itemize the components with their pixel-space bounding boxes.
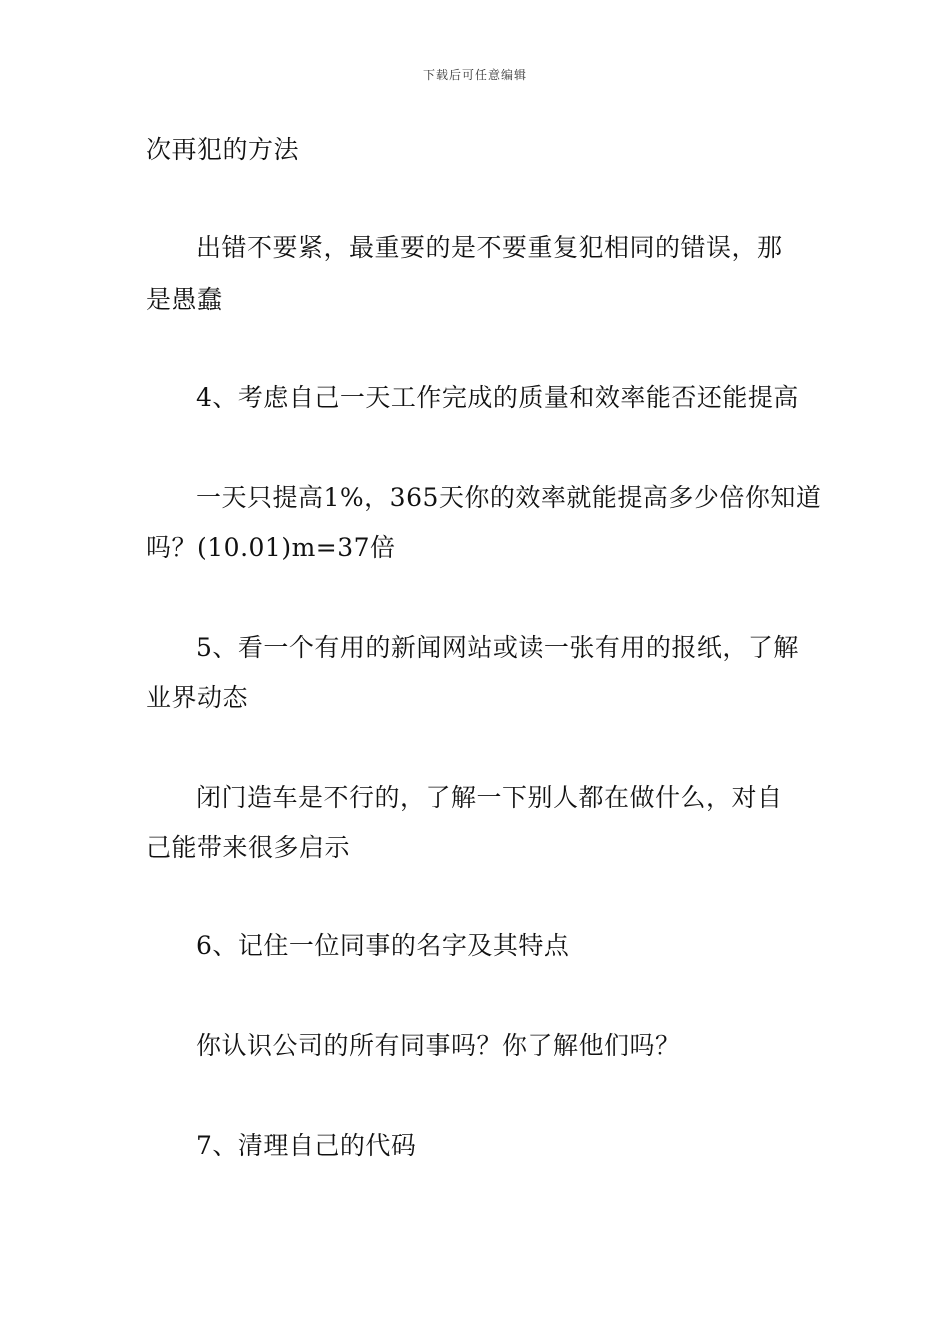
paragraph-line: 己能带来很多启示 (146, 833, 351, 862)
paragraph-heading: 5、看一个有用的新闻网站或读一张有用的报纸，了解 (196, 633, 799, 662)
paragraph-heading: 6、记住一位同事的名字及其特点 (196, 931, 570, 960)
paragraph-line: 出错不要紧，最重要的是不要重复犯相同的错误，那 (196, 233, 783, 262)
paragraph-line: 闭门造车是不行的，了解一下别人都在做什么，对自 (196, 783, 783, 812)
paragraph-line: 次再犯的方法 (146, 135, 300, 164)
page-header: 下载后可任意编辑 (422, 68, 527, 82)
paragraph-line: 业界动态 (146, 683, 249, 712)
paragraph-heading: 4、考虑自己一天工作完成的质量和效率能否还能提高 (196, 383, 799, 412)
paragraph-line: 吗？(10.01)m=37倍 (146, 533, 396, 562)
paragraph-line: 你认识公司的所有同事吗？你了解他们吗？ (196, 1031, 681, 1060)
paragraph-heading: 7、清理自己的代码 (196, 1131, 417, 1160)
paragraph-line: 是愚蠢 (146, 285, 223, 314)
paragraph-line: 一天只提高1%，365天你的效率就能提高多少倍你知道 (196, 483, 822, 512)
